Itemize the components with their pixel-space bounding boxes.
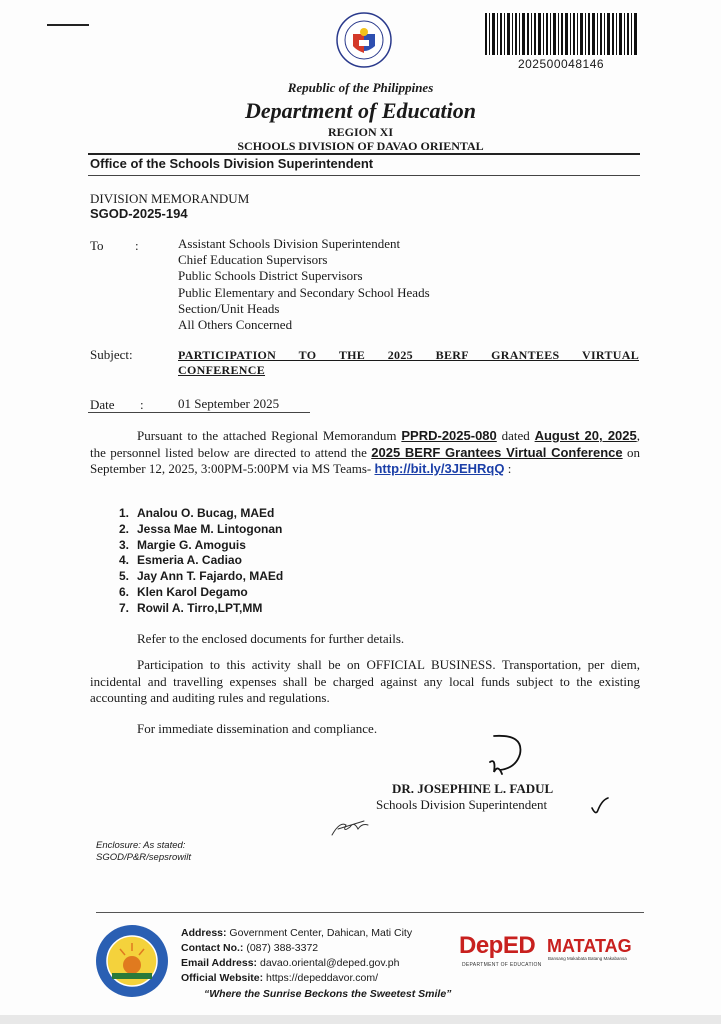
matatag-logo-subtext: Bansang Makabata Batang Makabansa [548,956,627,961]
regional-memo-date: August 20, 2025 [534,428,637,443]
recipient: Chief Education Supervisors [178,252,328,268]
footer-divider [96,912,644,913]
teams-link[interactable]: http://bit.ly/3JEHRqQ [374,461,505,476]
barcode-number: 202500048146 [517,57,605,71]
footer-contact: Contact No.: (087) 388-3372 [181,942,319,954]
footer-motto: “Where the Sunrise Beckons the Sweetest Smile” [204,988,452,1000]
date-colon: : [140,397,144,412]
footer-address: Address: Government Center, Dahican, Mati City [181,927,413,939]
header-divider [88,153,640,155]
deped-logo: DepED [459,932,536,959]
enclosure-note: Enclosure: As stated: SGOD/P&R/sepsrowilt [96,840,192,863]
list-item: 7. Rowil A. Tirro,LPT,MM [119,600,263,615]
date-label: Date [90,397,115,412]
subject-line-1: PARTICIPATION TO THE 2025 BERF GRANTEES VIRTUAL [178,348,639,362]
to-colon: : [135,238,139,253]
participant-list [119,506,283,617]
division-seal-icon [94,923,170,999]
subject-label: Subject: [90,347,133,362]
republic-heading: Republic of the Philippines [287,80,434,95]
initial-mark-icon [588,794,612,818]
deped-logo-subtext: DEPARTMENT OF EDUCATION [462,962,542,968]
recipient: Public Elementary and Secondary School Heads [178,284,430,300]
memo-type: DIVISION MEMORANDUM [90,191,250,206]
recipient: Assistant Schools Division Superintendent [178,236,401,251]
department-heading: Department of Education [244,98,476,123]
deped-seal-icon [336,12,392,68]
memo-date: 01 September 2025 [178,396,280,411]
footer-email: Email Address: davao.oriental@deped.gov.ph [181,957,400,969]
list-item: 1. Analou O. Bucag, MAEd [119,506,275,520]
initial-mark-icon [328,815,370,841]
division-heading: SCHOOLS DIVISION OF DAVAO ORIENTAL [237,139,484,153]
office-divider [88,175,640,176]
memo-number: SGOD-2025-194 [90,206,188,221]
date-divider [88,412,310,413]
event-name: 2025 BERF Grantees Virtual Conference [371,444,623,460]
footer-website: Official Website: https://depeddavor.com/ [181,972,379,984]
region-heading: REGION XI [327,125,393,139]
paragraph-refer: Refer to the enclosed documents for further details. [137,631,405,646]
signature-icon [480,728,540,788]
signatory-name: DR. JOSEPHINE L. FADUL [392,781,554,796]
subject-line-2: CONFERENCE [178,363,266,377]
paragraph-dissemination: For immediate dissemination and compliance. [137,721,378,736]
regional-memo-ref: PPRD-2025-080 [401,428,497,443]
barcode-icon [483,11,639,57]
list-item: 3. Margie G. Amoguis [119,537,246,552]
website-link[interactable]: https://depeddavor.com/ [263,972,379,984]
margin-mark [47,24,89,26]
signatory-position: Schools Division Superintendent [376,797,548,812]
list-item: 2. Jessa Mae M. Lintogonan [119,521,283,536]
matatag-logo: MATATAG [547,936,632,956]
email-link[interactable]: davao.oriental@deped.gov.ph [257,957,400,969]
office-heading: Office of the Schools Division Superintendent [90,156,374,171]
paragraph-directive: Pursuant to the attached Regional Memorandum PPRD-2025-080 dated August 20, 2025, the personnel listed below are directed to attend the 2025 BERF Grantees Virtual Conference on September 12, 2025, 3:00PM-5:00PM via MS Teams- http://bit.ly/3JEHRqQ : [90,428,641,476]
list-item: 4. Esmeria A. Cadiao [119,553,242,568]
list-item: 5. Jay Ann T. Fajardo, MAEd [119,569,284,584]
recipient: All Others Concerned [178,317,293,333]
list-item: 6. Klen Karol Degamo [119,584,248,599]
recipient-list [178,236,430,333]
recipient: Section/Unit Heads [178,300,280,316]
paragraph-official-business: Participation to this activity shall be on OFFICIAL BUSINESS. Transportation, per diem, incidental and travelling expenses shall be charged against any local funds subject to the existing accounting and auditing rules and regulations. [90,657,640,705]
to-label: To [90,238,104,253]
scan-edge [0,1015,721,1024]
recipient: Public Schools District Supervisors [178,268,363,284]
